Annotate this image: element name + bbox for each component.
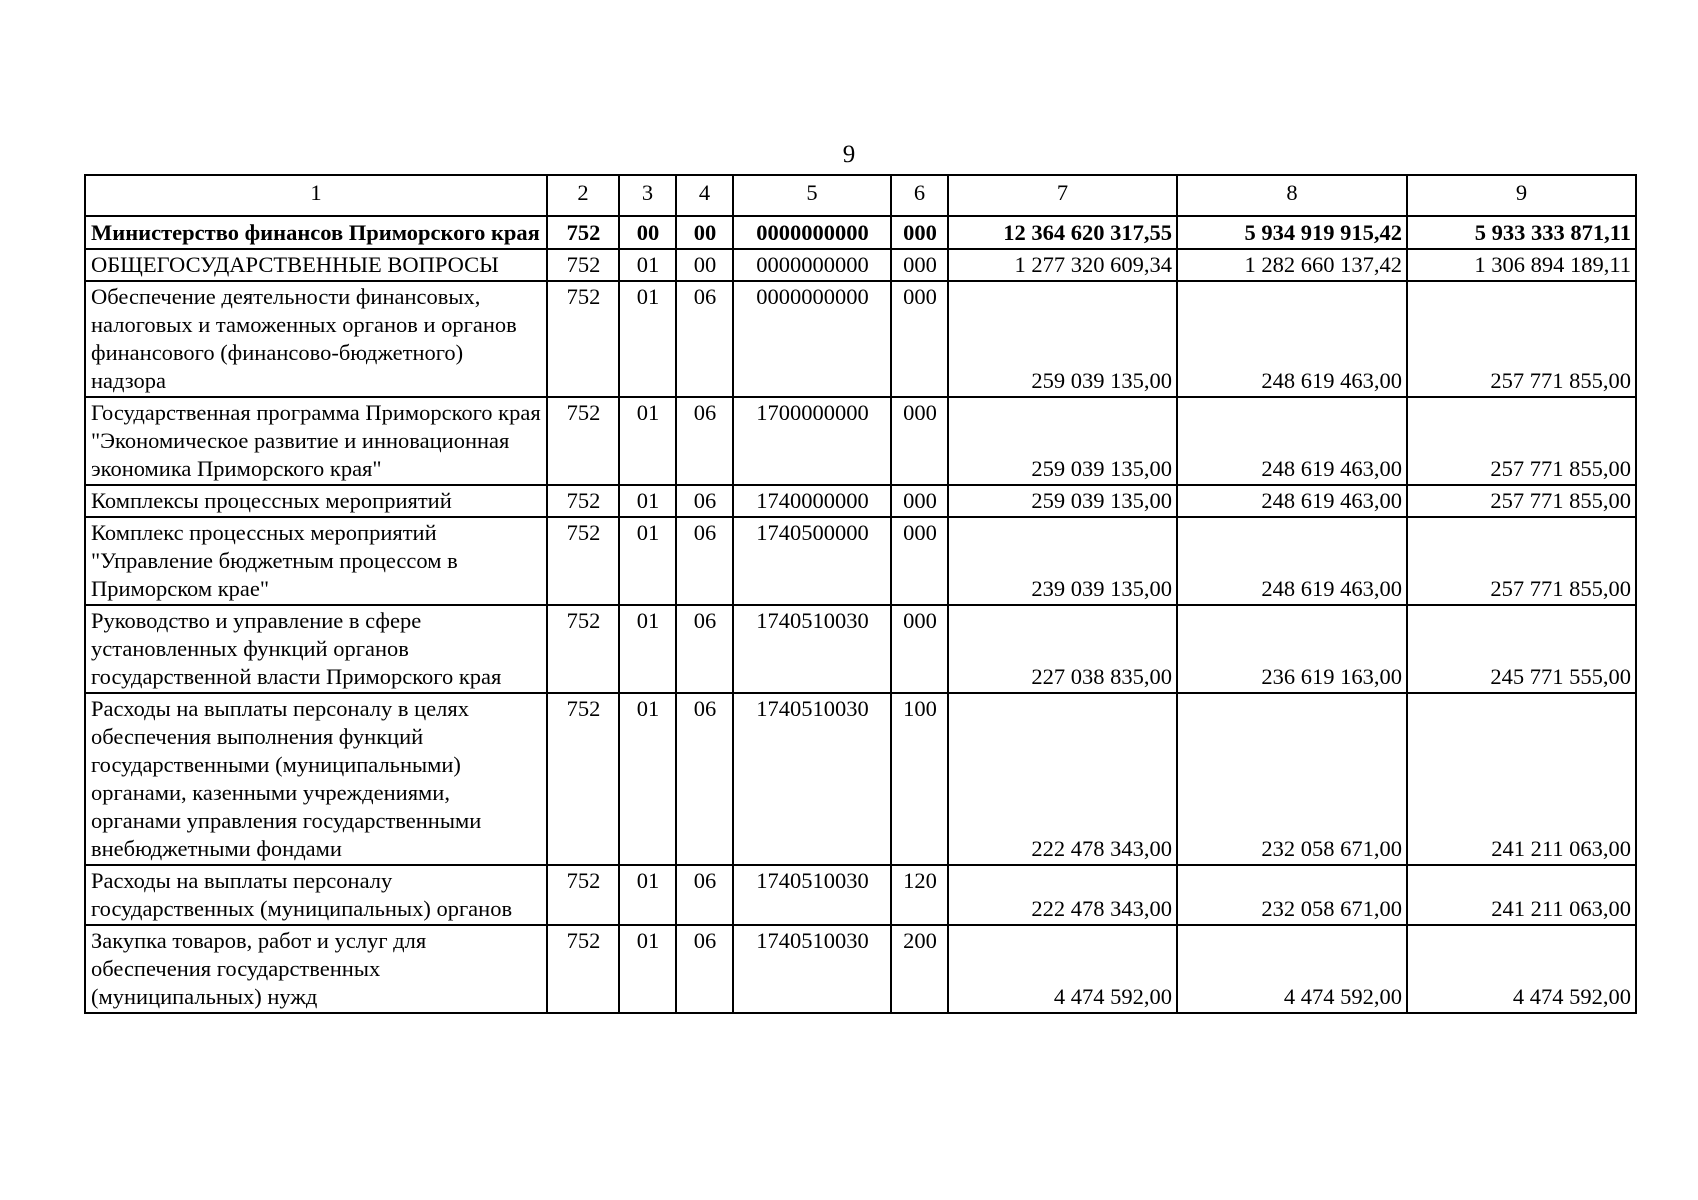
row-name: Комплексы процессных мероприятий xyxy=(85,485,547,517)
section-code: 00 xyxy=(619,216,676,249)
section-code: 01 xyxy=(619,397,676,485)
subsection-code: 06 xyxy=(676,397,733,485)
amount-col9: 257 771 855,00 xyxy=(1407,281,1636,397)
page-number: 9 xyxy=(842,141,856,168)
ministry-code: 752 xyxy=(547,281,619,397)
target-article-code: 1740500000 xyxy=(733,517,891,605)
column-header: 8 xyxy=(1177,175,1407,216)
column-header: 6 xyxy=(891,175,948,216)
section-code: 01 xyxy=(619,925,676,1013)
expense-type-code: 200 xyxy=(891,925,948,1013)
subsection-code: 06 xyxy=(676,693,733,865)
subsection-code: 06 xyxy=(676,281,733,397)
expense-type-code: 000 xyxy=(891,249,948,281)
expense-type-code: 000 xyxy=(891,605,948,693)
amount-col8: 232 058 671,00 xyxy=(1177,693,1407,865)
ministry-code: 752 xyxy=(547,693,619,865)
amount-col9: 241 211 063,00 xyxy=(1407,865,1636,925)
section-code: 01 xyxy=(619,605,676,693)
amount-col9: 1 306 894 189,11 xyxy=(1407,249,1636,281)
subsection-code: 06 xyxy=(676,517,733,605)
row-name: Закупка товаров, работ и услуг для обеспечения государственных (муниципальных) нужд xyxy=(85,925,547,1013)
amount-col7: 227 038 835,00 xyxy=(948,605,1177,693)
subsection-code: 06 xyxy=(676,865,733,925)
amount-col8: 1 282 660 137,42 xyxy=(1177,249,1407,281)
table-row xyxy=(85,925,1636,1013)
table-row xyxy=(85,397,1636,485)
target-article-code: 1740510030 xyxy=(733,925,891,1013)
amount-col9: 241 211 063,00 xyxy=(1407,693,1636,865)
row-name: Расходы на выплаты персоналу государственных (муниципальных) органов xyxy=(85,865,547,925)
section-code: 01 xyxy=(619,281,676,397)
amount-col7: 259 039 135,00 xyxy=(948,485,1177,517)
subsection-code: 00 xyxy=(676,249,733,281)
column-header: 4 xyxy=(676,175,733,216)
amount-col8: 236 619 163,00 xyxy=(1177,605,1407,693)
row-name: Руководство и управление в сфере установленных функций органов государственной власти Приморского края xyxy=(85,605,547,693)
amount-col9: 4 474 592,00 xyxy=(1407,925,1636,1013)
amount-col7: 4 474 592,00 xyxy=(948,925,1177,1013)
ministry-code: 752 xyxy=(547,249,619,281)
subsection-code: 00 xyxy=(676,216,733,249)
row-name: ОБЩЕГОСУДАРСТВЕННЫЕ ВОПРОСЫ xyxy=(85,249,547,281)
amount-col8: 5 934 919 915,42 xyxy=(1177,216,1407,249)
expense-type-code: 000 xyxy=(891,485,948,517)
column-header: 5 xyxy=(733,175,891,216)
amount-col8: 248 619 463,00 xyxy=(1177,397,1407,485)
table-row xyxy=(85,216,1636,249)
amount-col7: 12 364 620 317,55 xyxy=(948,216,1177,249)
column-header: 7 xyxy=(948,175,1177,216)
section-code: 01 xyxy=(619,485,676,517)
target-article-code: 0000000000 xyxy=(733,281,891,397)
target-article-code: 0000000000 xyxy=(733,249,891,281)
column-header: 1 xyxy=(85,175,547,216)
amount-col7: 222 478 343,00 xyxy=(948,865,1177,925)
subsection-code: 06 xyxy=(676,485,733,517)
amount-col9: 257 771 855,00 xyxy=(1407,397,1636,485)
expense-type-code: 000 xyxy=(891,216,948,249)
amount-col8: 4 474 592,00 xyxy=(1177,925,1407,1013)
target-article-code: 1740510030 xyxy=(733,693,891,865)
section-code: 01 xyxy=(619,517,676,605)
amount-col7: 239 039 135,00 xyxy=(948,517,1177,605)
row-name: Комплекс процессных мероприятий "Управление бюджетным процессом в Приморском крае" xyxy=(85,517,547,605)
amount-col9: 245 771 555,00 xyxy=(1407,605,1636,693)
row-name: Расходы на выплаты персоналу в целях обеспечения выполнения функций государственными (муниципальными) органами, казенными учреждениями, органами управления государственными внебюджетными фондами xyxy=(85,693,547,865)
budget-table xyxy=(84,174,1637,1014)
section-code: 01 xyxy=(619,865,676,925)
amount-col8: 232 058 671,00 xyxy=(1177,865,1407,925)
ministry-code: 752 xyxy=(547,485,619,517)
row-name: Обеспечение деятельности финансовых, налоговых и таможенных органов и органов финансового (финансово-бюджетного) надзора xyxy=(85,281,547,397)
row-name: Министерство финансов Приморского края xyxy=(85,216,547,249)
ministry-code: 752 xyxy=(547,865,619,925)
column-header: 3 xyxy=(619,175,676,216)
row-name: Государственная программа Приморского края "Экономическое развитие и инновационная экономика Приморского края" xyxy=(85,397,547,485)
column-header: 9 xyxy=(1407,175,1636,216)
expense-type-code: 000 xyxy=(891,281,948,397)
amount-col8: 248 619 463,00 xyxy=(1177,517,1407,605)
ministry-code: 752 xyxy=(547,517,619,605)
section-code: 01 xyxy=(619,693,676,865)
target-article-code: 0000000000 xyxy=(733,216,891,249)
amount-col9: 257 771 855,00 xyxy=(1407,517,1636,605)
table-row xyxy=(85,281,1636,397)
table-header-row xyxy=(85,175,1636,216)
ministry-code: 752 xyxy=(547,397,619,485)
amount-col9: 257 771 855,00 xyxy=(1407,485,1636,517)
subsection-code: 06 xyxy=(676,925,733,1013)
column-header: 2 xyxy=(547,175,619,216)
expense-type-code: 120 xyxy=(891,865,948,925)
amount-col7: 259 039 135,00 xyxy=(948,397,1177,485)
expense-type-code: 000 xyxy=(891,517,948,605)
ministry-code: 752 xyxy=(547,216,619,249)
amount-col9: 5 933 333 871,11 xyxy=(1407,216,1636,249)
target-article-code: 1740000000 xyxy=(733,485,891,517)
amount-col8: 248 619 463,00 xyxy=(1177,485,1407,517)
table-row xyxy=(85,485,1636,517)
table-row xyxy=(85,865,1636,925)
table-row xyxy=(85,517,1636,605)
ministry-code: 752 xyxy=(547,925,619,1013)
amount-col8: 248 619 463,00 xyxy=(1177,281,1407,397)
expense-type-code: 100 xyxy=(891,693,948,865)
expense-type-code: 000 xyxy=(891,397,948,485)
amount-col7: 259 039 135,00 xyxy=(948,281,1177,397)
target-article-code: 1700000000 xyxy=(733,397,891,485)
table-row xyxy=(85,605,1636,693)
ministry-code: 752 xyxy=(547,605,619,693)
table-row xyxy=(85,693,1636,865)
target-article-code: 1740510030 xyxy=(733,865,891,925)
section-code: 01 xyxy=(619,249,676,281)
target-article-code: 1740510030 xyxy=(733,605,891,693)
table-row xyxy=(85,249,1636,281)
subsection-code: 06 xyxy=(676,605,733,693)
amount-col7: 222 478 343,00 xyxy=(948,693,1177,865)
amount-col7: 1 277 320 609,34 xyxy=(948,249,1177,281)
